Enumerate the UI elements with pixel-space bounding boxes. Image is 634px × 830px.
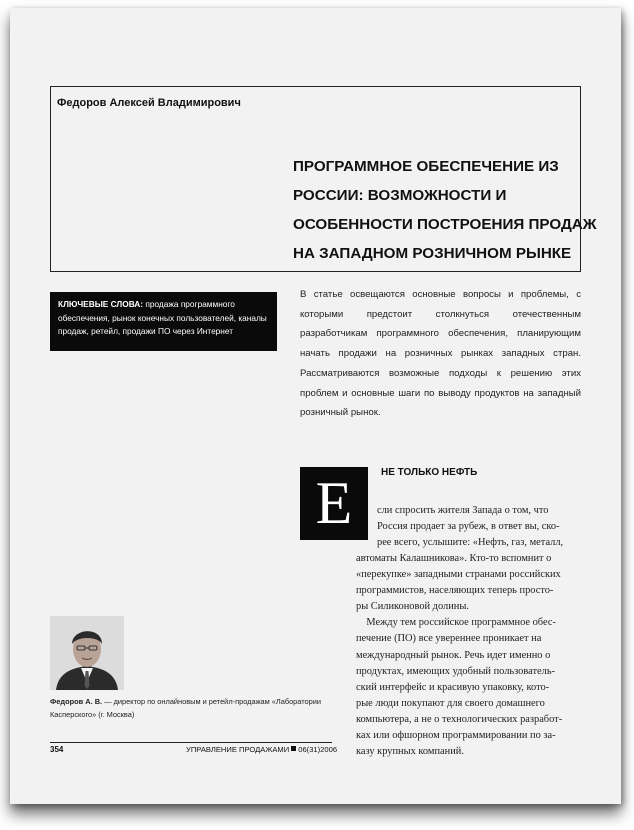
body-line: Между тем российское программное обес- <box>356 617 556 629</box>
portrait-image <box>50 616 124 690</box>
body-line: ский интерфейс и красивую упаковку, кото- <box>356 681 550 693</box>
title-line: ПРОГРАММНОЕ ОБЕСПЕЧЕНИЕ ИЗ <box>293 158 559 175</box>
body-line: печение (ПО) все увереннее проникает на <box>356 633 542 645</box>
title-line: НА ЗАПАДНОМ РОЗНИЧНОМ РЫНКЕ <box>293 245 572 262</box>
journal-title: УПРАВЛЕНИЕ ПРОДАЖАМИ <box>186 745 290 754</box>
author-name: Федоров Алексей Владимирович <box>57 97 241 109</box>
caption-name: Федоров А. В. <box>50 697 103 706</box>
keywords-box <box>50 292 277 351</box>
body-line: сли спросить жителя Запада о том, что <box>377 505 549 516</box>
title-line: ОСОБЕННОСТИ ПОСТРОЕНИЯ ПРОДАЖ <box>293 216 597 233</box>
author-photo <box>50 616 124 690</box>
body-paragraph-start <box>377 503 581 551</box>
body-line: автоматы Калашникова». Кто-то вспомнит о <box>356 553 552 564</box>
body-line: международный рынок. Речь идет именно о <box>356 649 551 661</box>
keywords-text: продажа программного обеспечения, рынок конечных пользователей, каналы продаж, ретейл, продажи ПО через Интернет <box>58 299 267 336</box>
page-number: 354 <box>50 745 64 754</box>
square-bullet-icon <box>291 746 296 751</box>
section-heading: НЕ ТОЛЬКО НЕФТЬ <box>381 467 478 478</box>
body-line: рее всего, услышите: «Нефть, газ, металл, <box>377 537 564 549</box>
body-line: Россия продает за рубеж, в ответ вы, ско- <box>377 521 560 533</box>
title-line: РОССИИ: ВОЗМОЖНОСТИ И <box>293 187 507 204</box>
body-line: рые люди покупают для своего домашнего <box>356 697 545 709</box>
footer-rule <box>50 742 332 743</box>
body-line: ры Силиконовой долины. <box>356 601 469 613</box>
article-title <box>293 152 597 268</box>
body-line: компьютера, а не о технологических разработ- <box>356 713 563 725</box>
body-line: казу крупных компаний. <box>356 746 464 758</box>
body-line: «перекупке» западными странами российских <box>356 569 561 581</box>
photo-caption <box>50 695 332 722</box>
body-line: ках или офшорном программировании по за- <box>356 730 556 742</box>
body-line: программистов, населяющих теперь просто- <box>356 585 554 597</box>
journal-name <box>186 745 338 754</box>
body-line: продуктах, имеющих удобный пользователь- <box>356 665 556 677</box>
body-paragraph-continued <box>356 551 581 760</box>
abstract: В статье освещаются основные вопросы и проблемы, с которыми предстоит столкнуться отечественным разработчикам программного обеспечения, планирующим начать продажи на розничных рынках западных стран. Рассматриваются возможные подходы к решению этих проблем и основные шаги по выводу продуктов на западный розничный рынок. <box>300 289 581 419</box>
drop-cap: Е <box>300 467 368 540</box>
journal-issue: 06(31)2006 <box>298 745 338 754</box>
keywords-label: КЛЮЧЕВЫЕ СЛОВА: <box>58 299 144 309</box>
caption-text: — директор по онлайновым и ретейл-продажам «Лаборатории Касперского» (г. Москва) <box>50 697 322 720</box>
